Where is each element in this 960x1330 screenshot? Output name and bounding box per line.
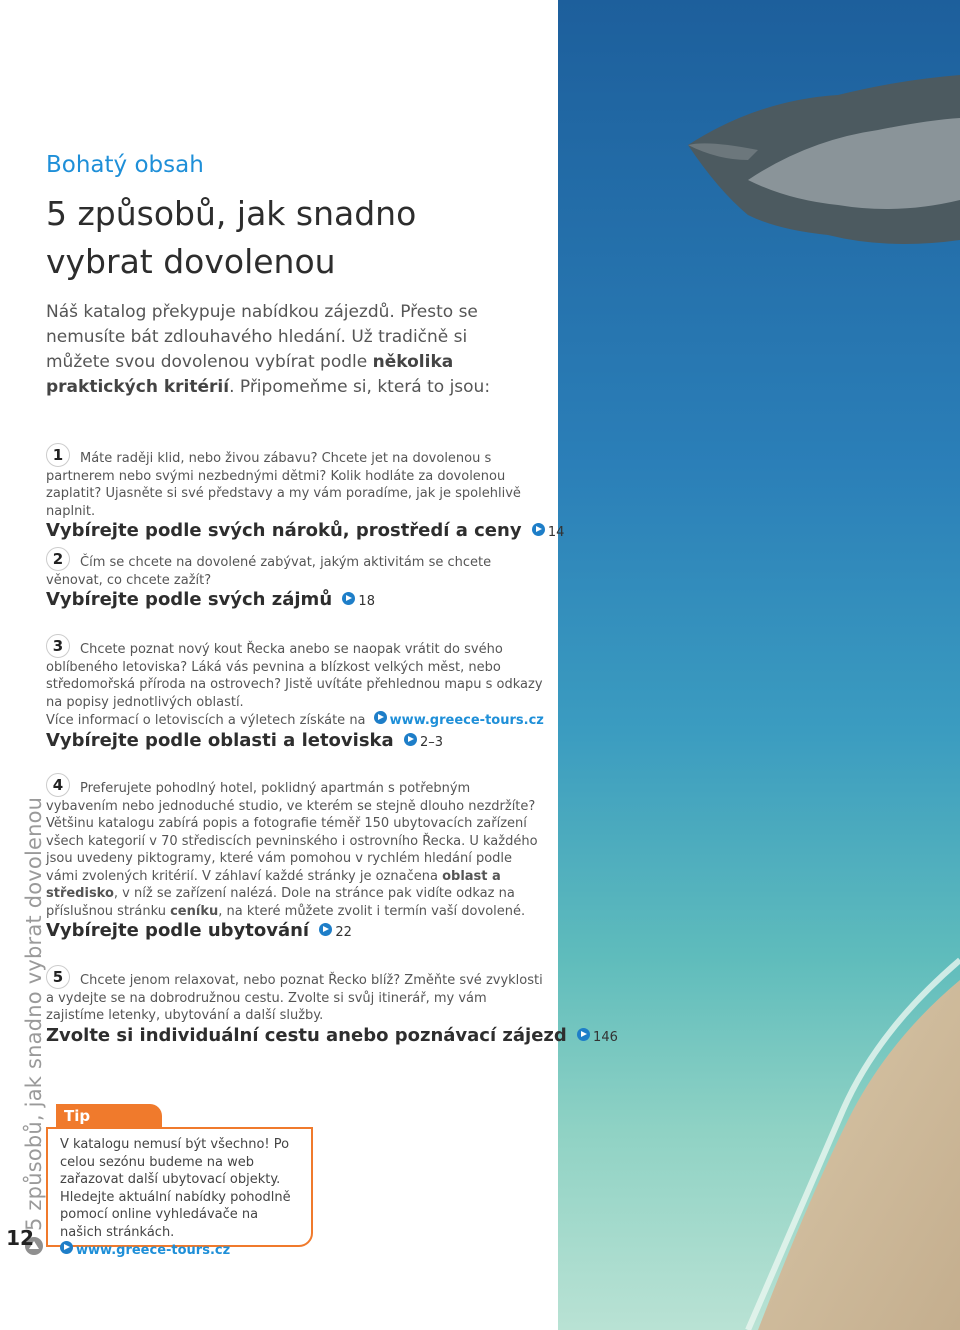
arrow-circle-icon: [577, 1028, 590, 1041]
list-item: 2 Čím se chcete na dovolené zabývat, jakým aktivitám se chcete věnovat, co chcete zažít? Vybírejte podle svých zájmů 18: [46, 547, 546, 611]
tip-box: V katalogu nemusí být všechno! Po celou sezónu budeme na web zařazovat další ubytovací objekty. Hledejte aktuální nabídky pohodlně pomocí online vyhledávače na našich stránkách. www.greece-tours.cz: [46, 1127, 313, 1247]
step-number: 1: [46, 443, 70, 467]
page-number: 12: [6, 1226, 34, 1250]
list-item: 5 Chcete jenom relaxovat, nebo poznat Řecko blíž? Změňte své zvyklosti a vydejte se na dobrodružnou cestu. Zvolte si svůj itinerář, my vám zajistíme letenky, ubytování a další služby. Zvolte si individuální cestu anebo poznávací zájezd 146: [46, 965, 546, 1046]
list-item: 3 Chcete poznat nový kout Řecka anebo se naopak vrátit do svého oblíbeného letoviska? Láká vás pevnina a blízkost velkých měst, nebo středomořská příroda na ostrovech? Jistě uvítáte přehlednou mapu s odkazy na popisy jednotlivých oblastí. Více informací o letoviscích a výletech získáte na www.greece-tours.cz Vybírejte podle oblasti a letoviska 2–3: [46, 634, 546, 751]
website-link[interactable]: www.greece-tours.cz: [76, 1243, 231, 1258]
side-label: 5 způsobů, jak snadno vybrat dovolenou: [22, 797, 46, 1255]
page-title: 5 způsobů, jak snadno vybrat dovolenou: [46, 194, 417, 281]
step-number: 2: [46, 547, 70, 571]
item-heading: Vybírejte podle svých zájmů 18: [46, 589, 375, 610]
arrow-circle-icon: [404, 733, 417, 746]
list-item: 1 Máte raději klid, nebo živou zábavu? Chcete jet na dovolenou s partnerem nebo svými nezbednými dětmi? Kolik hodláte za dovolenou zaplatit? Ujasněte si své představy a my vám poradíme, jak je spolehlivě naplnit. Vybírejte podle svých nároků, prostředí a ceny 14: [46, 443, 546, 542]
item-heading: Vybírejte podle oblasti a letoviska 2–3: [46, 729, 443, 751]
arrow-circle-icon: [374, 711, 387, 724]
step-number: 3: [46, 634, 70, 658]
list-item: 4 Preferujete pohodlný hotel, poklidný apartmán s potřebným vybavením nebo jednoduché studio, ve kterém se stejně dlouho nezdržíte? Většinu katalogu zabírá popis a fotografie téměř 150 ubytovacích zařízení všech kategorií v 70 střediscích pevninského i ostrovního Řecka. U každého jsou uvedeny piktogramy, které vám pomohou v rychlém hledání podle vámi zvolených kritérií. V záhlaví každé stránky je označena oblast a středisko, v níž se zařízení nalézá. Dole na stránce pak vidíte odkaz na příslušnou stránku ceníku, na které můžete zvolit i termín vaší dovolené. Vybírejte podle ubytování 22: [46, 773, 546, 942]
item-heading: Vybírejte podle ubytování 22: [46, 920, 352, 941]
step-number: 4: [46, 773, 70, 797]
item-heading: Zvolte si individuální cestu anebo poznávací zájezd 146: [46, 1024, 618, 1046]
item-heading: Vybírejte podle svých nároků, prostředí a ceny 14: [46, 520, 565, 541]
step-number: 5: [46, 965, 70, 989]
arrow-circle-icon: [60, 1241, 73, 1254]
website-link[interactable]: www.greece-tours.cz: [389, 713, 544, 728]
arrow-circle-icon: [342, 592, 355, 605]
section-kicker: Bohatý obsah: [46, 152, 204, 178]
arrow-circle-icon: [532, 523, 545, 536]
beach-photo: [558, 0, 960, 1330]
intro-paragraph: Náš katalog překypuje nabídkou zájezdů. Přesto se nemusíte bát zdlouhavého hledání. Už tradičně si můžete svou dovolenou vybírat podle několika praktických kritérií. Připomeňme si, která to jsou:: [46, 302, 491, 397]
arrow-circle-icon: [319, 923, 332, 936]
tip-label: Tip: [56, 1104, 162, 1128]
